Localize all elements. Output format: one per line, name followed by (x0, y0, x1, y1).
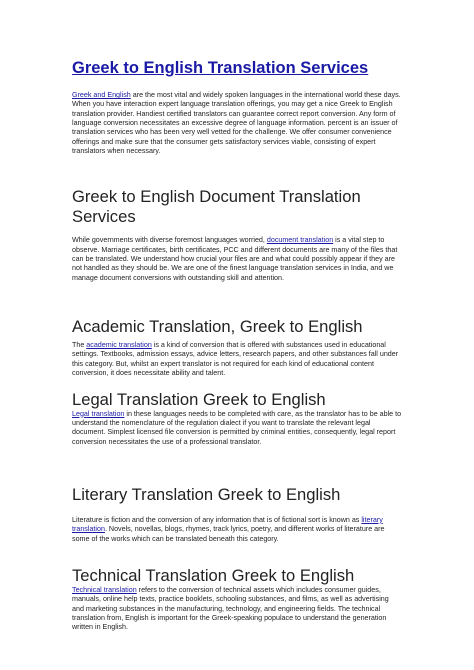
academic-translation-link[interactable]: academic translation (86, 341, 152, 350)
section-paragraph-document-translation (72, 236, 402, 283)
technical-translation-link[interactable]: Technical translation (72, 585, 137, 594)
section-paragraph-legal-translation (72, 410, 402, 447)
section-paragraph-academic-translation (72, 341, 402, 378)
section-heading-legal-translation: Legal Translation Greek to English (72, 389, 326, 409)
section-text-before: While governments with diverse foremost languages worried, (72, 236, 267, 245)
section-text-after: . Novels, novellas, blogs, rhymes, track lyrics, poetry, and different works of literature are some of the works which can be translated beneath this category. (72, 525, 385, 543)
legal-translation-link[interactable]: Legal translation (72, 409, 125, 418)
section-text-after: is a vital step to observe. Marriage certificates, birth certificates, PCC and different documents are many of the files that can be translated. We understand how crucial your files are and what could possibly appear if they are not handled as they should be. We are one of the finest language translation services in India, and we manage document conversions with outstanding skill and attention. (72, 236, 398, 282)
section-text-before: The (72, 341, 87, 350)
section-heading-academic-translation: Academic Translation, Greek to English (72, 317, 363, 337)
document-translation-link[interactable]: document translation (266, 236, 334, 245)
greek-and-english-link[interactable]: Greek and English (72, 91, 131, 99)
section-text-after: is a kind of conversion that is offered with substances used in educational settings. Textbooks, admission essays, advice letters, research papers, and other substances fall under this category. But, whilst an expert translator is not required for each kind of educational content conversion, it does necessitate ability and talent. (72, 341, 399, 378)
section-paragraph-technical-translation (72, 586, 402, 633)
section-text-after: refers to the conversion of technical assets which includes consumer guides, manuals, online help texts, practice booklets, schooling substances, and films, as well as advertising and marketing substances in the manufacturing, technology, and engineering fields. The technical translation from, English is important for the Greek-speaking populace to understand the generation written in English. (72, 585, 389, 632)
section-text-after: in these languages needs to be completed with care, as the translator has to be able to understand the nomenclature of the regulation dialect if you want to translate the relevant legal document. Simplest licensed file conversion is permitted by criminal entities, consequently, legal report conversion necessitates the use of a professional translator. (72, 409, 402, 446)
literary-translation-link[interactable]: literary translation (72, 515, 383, 534)
section-paragraph-literary-translation (72, 516, 402, 544)
intro-text: are the most vital and widely spoken languages in the international world these days. When you have interaction expert language translation offerings, you may get a nice Greek to English translation provider. Handiest certified translators can guarantee correct report conversion. Any form of language conversion necessitates an excessive degree of language information. percent is an issuer of translation services who has been very well vetted for the challenge. We offer consumer convenience offerings and make sure that the consumer gets satisfactory services viable, consisting of expert translators when necessary. (72, 91, 401, 156)
section-heading-technical-translation: Technical Translation Greek to English (72, 565, 355, 585)
section-heading-document-translation: Greek to English Document Translation Services (72, 187, 361, 227)
section-heading-literary-translation: Literary Translation Greek to English (72, 484, 341, 504)
intro-paragraph (72, 91, 402, 156)
section-text-before: Literature is fiction and the conversion of any information that is of fictional sort is known as (72, 515, 362, 524)
page-title-link[interactable]: Greek to English Translation Services (72, 59, 369, 77)
